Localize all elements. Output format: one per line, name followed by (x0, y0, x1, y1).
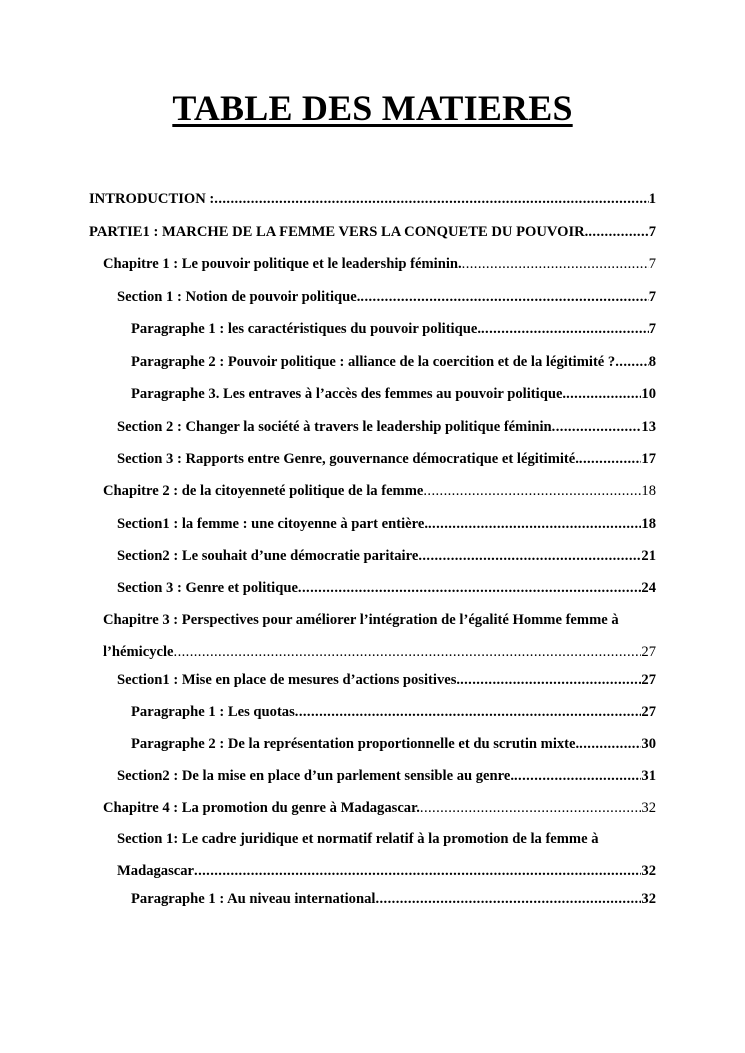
dot-leader (481, 319, 649, 339)
toc-page-number: 1 (648, 191, 656, 207)
toc-page-number: 10 (641, 386, 656, 402)
toc-entry-label: Section 3 : Rapports entre Genre, gouvernance démocratique et légitimité. (117, 451, 579, 467)
dot-leader (418, 546, 641, 566)
toc-entry-label: PARTIE1 : MARCHE DE LA FEMME VERS LA CONQUETE DU POUVOIR. (89, 224, 589, 240)
dot-leader (615, 352, 648, 372)
dot-leader (552, 417, 642, 437)
toc-entry-section-3[interactable] (117, 449, 656, 469)
toc-entry-label: Section2 : De la mise en place d’un parlement sensible au genre. (117, 768, 514, 784)
dot-leader (462, 254, 649, 274)
toc-entry-label: Paragraphe 1 : Les quotas (131, 704, 295, 720)
dot-leader (588, 222, 648, 242)
toc-page-number: 32 (641, 891, 656, 907)
dot-leader (460, 670, 641, 690)
toc-page-number: 32 (641, 863, 656, 879)
toc-entry-label-continued: l’hémicycle (103, 644, 174, 660)
toc-page-number: 30 (641, 736, 656, 752)
toc-page-number: 31 (641, 768, 656, 784)
toc-entry-label: Paragraphe 2 : Pouvoir politique : alliance de la coercition et de la légitimité ? (131, 354, 616, 370)
toc-entry-paragraphe-1[interactable] (131, 319, 656, 339)
toc-page-number: 8 (648, 354, 656, 370)
toc-entry-label: Section1 : Mise en place de mesures d’actions positives. (117, 672, 461, 688)
dot-leader (579, 449, 642, 469)
toc-page-number: 32 (641, 800, 656, 816)
toc-entry-section-1[interactable] (117, 287, 656, 307)
toc-entry-chapitre-1[interactable] (103, 254, 656, 274)
page-title: TABLE DES MATIERES (172, 88, 573, 128)
dot-leader (174, 642, 642, 662)
toc-page-number: 17 (641, 451, 656, 467)
toc-entry-section1-cadre-juridique[interactable] (117, 829, 656, 881)
toc-entry-chapitre-4[interactable] (103, 798, 656, 818)
toc-entry-label: Chapitre 2 : de la citoyenneté politique de la femme (103, 483, 424, 499)
dot-leader (428, 514, 641, 534)
toc-entry-label: Chapitre 1 : Le pouvoir politique et le leadership féminin. (103, 256, 462, 272)
toc-entry-introduction[interactable] (89, 189, 656, 209)
toc-entry-label: Section 1 : Notion de pouvoir politique. (117, 289, 361, 305)
toc-entry-label: Section 1: Le cadre juridique et normatif relatif à la promotion de la femme à (117, 831, 599, 847)
toc-entry-section1-mesures[interactable] (117, 670, 656, 690)
toc-entry-label: Chapitre 4 : La promotion du genre à Madagascar. (103, 800, 420, 816)
dot-leader (360, 287, 648, 307)
toc-page-number: 13 (641, 419, 656, 435)
dot-leader (298, 578, 641, 598)
toc-entry-label: Paragraphe 2 : De la représentation proportionnelle et du scrutin mixte. (131, 736, 580, 752)
toc-entry-paragraphe-2[interactable] (131, 352, 656, 372)
toc-entry-paragraphe-representation[interactable] (131, 734, 656, 754)
toc-entry-label: Chapitre 3 : Perspectives pour améliorer l’intégration de l’égalité Homme femme à (103, 612, 619, 628)
dot-leader (194, 861, 641, 881)
toc-entry-label: Paragraphe 3. Les entraves à l’accès des femmes au pouvoir politique. (131, 386, 567, 402)
toc-page-number: 7 (648, 321, 656, 337)
toc-entry-label: INTRODUCTION : (89, 191, 215, 207)
toc-entry-label: Section1 : la femme : une citoyenne à part entière. (117, 516, 428, 532)
toc-entry-section3-genre[interactable] (117, 578, 656, 598)
dot-leader (375, 889, 641, 909)
toc-page-number: 7 (648, 224, 656, 240)
toc-entry-section1-citoyenne[interactable] (117, 514, 656, 534)
dot-leader (295, 702, 642, 722)
dot-leader (566, 384, 641, 404)
dot-leader (579, 734, 641, 754)
toc-entry-label: Paragraphe 1 : Au niveau international (131, 891, 376, 907)
toc-page-number: 7 (648, 256, 656, 272)
dot-leader (423, 481, 641, 501)
toc-page-number: 18 (641, 483, 656, 499)
toc-entry-label: Paragraphe 1 : les caractéristiques du pouvoir politique. (131, 321, 481, 337)
toc-entry-label: Section 2 : Changer la société à travers le leadership politique féminin (117, 419, 552, 435)
toc-entry-section2-parlement[interactable] (117, 766, 656, 786)
toc-entry-label: Section2 : Le souhait d’une démocratie paritaire (117, 548, 419, 564)
toc-page-number: 7 (648, 289, 656, 305)
toc-page-number: 27 (641, 672, 656, 688)
toc-page-number: 24 (641, 580, 656, 596)
toc-entry-partie1[interactable] (89, 222, 656, 242)
toc-entry-paragraphe-quotas[interactable] (131, 702, 656, 722)
toc-page-number: 21 (641, 548, 656, 564)
toc-entry-section2-democratie[interactable] (117, 546, 656, 566)
toc-entry-paragraphe-international[interactable] (131, 889, 656, 909)
dot-leader (420, 798, 642, 818)
toc-entry-chapitre-2[interactable] (103, 481, 656, 501)
toc-page-number: 27 (641, 704, 656, 720)
toc-entry-paragraphe-3[interactable] (131, 384, 656, 404)
dot-leader (514, 766, 641, 786)
toc-entry-label: Section 3 : Genre et politique (117, 580, 298, 596)
dot-leader (214, 189, 648, 209)
toc-entry-chapitre-3[interactable] (103, 610, 656, 662)
toc-entry-label-continued: Madagascar (117, 863, 195, 879)
toc-entry-section-2[interactable] (117, 417, 656, 437)
toc-page-number: 27 (641, 644, 656, 660)
toc-page-number: 18 (641, 516, 656, 532)
